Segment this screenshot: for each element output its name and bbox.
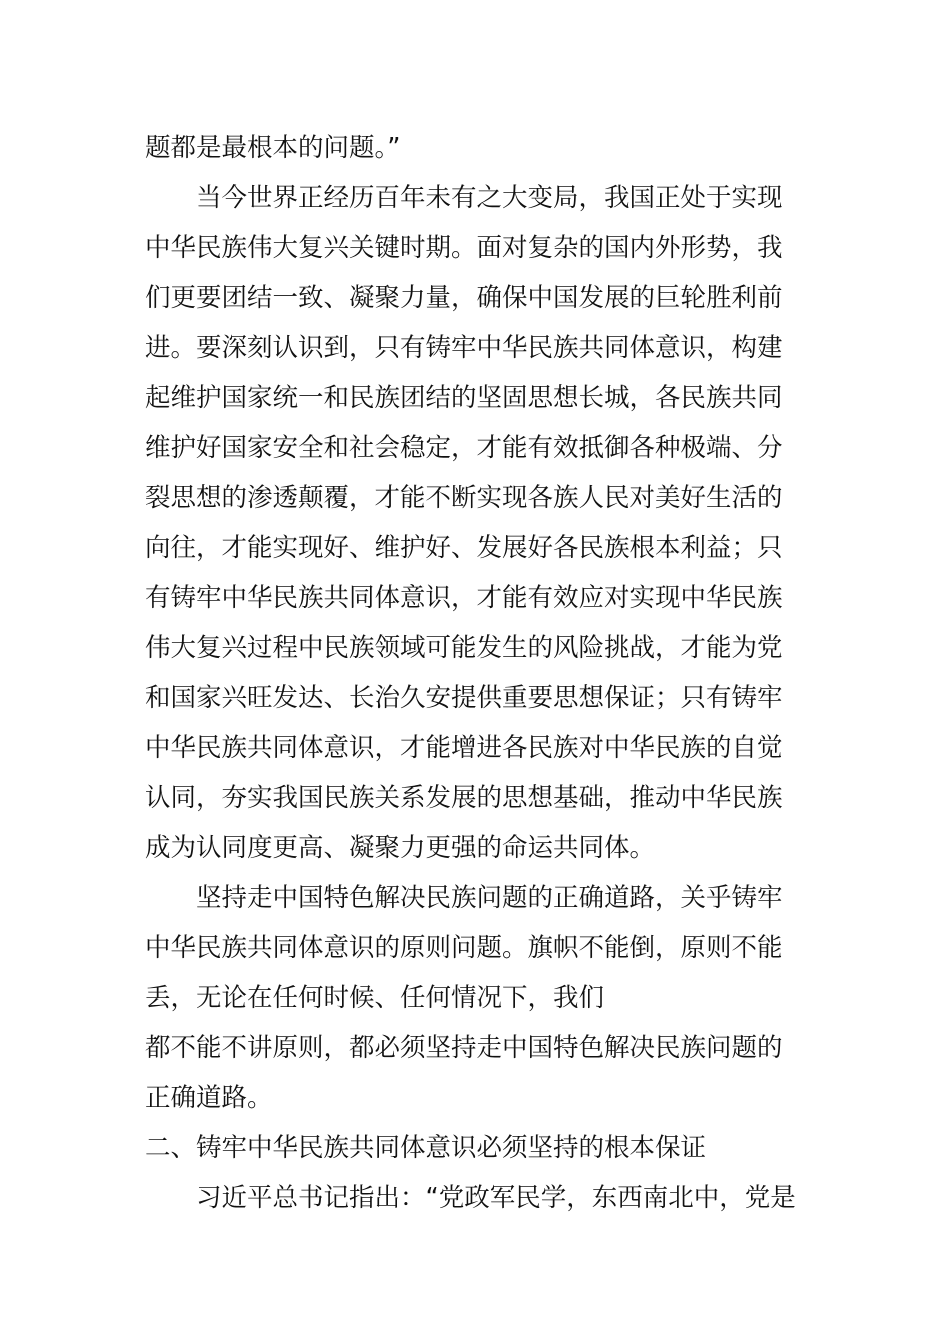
text-line: 向往，才能实现好、维护好、发展好各民族根本利益；只 — [145, 533, 783, 563]
text-line: 认同，夯实我国民族关系发展的思想基础，推动中华民族 — [145, 783, 783, 813]
text-line: 都不能不讲原则，都必须坚持走中国特色解决民族问题的 — [145, 1033, 783, 1063]
text-line: 丢，无论在任何时候、任何情况下，我们 — [145, 983, 605, 1013]
paragraph-start: 当今世界正经历百年未有之大变局，我国正处于实现 — [196, 183, 783, 213]
text-line: 和国家兴旺发达、长治久安提供重要思想保证；只有铸牢 — [145, 683, 783, 713]
text-line: 维护好国家安全和社会稳定，才能有效抵御各种极端、分 — [145, 433, 783, 463]
paragraph-start: 习近平总书记指出：“党政军民学，东西南北中，党是 — [196, 1183, 796, 1213]
text-line: 裂思想的渗透颠覆，才能不断实现各族人民对美好生活的 — [145, 483, 783, 513]
text-line: 成为认同度更高、凝聚力更强的命运共同体。 — [145, 833, 656, 863]
text-line: 中华民族伟大复兴关键时期。面对复杂的国内外形势，我 — [145, 233, 783, 263]
text-line: 们更要团结一致、凝聚力量，确保中国发展的巨轮胜利前 — [145, 283, 783, 313]
text-line: 中华民族共同体意识的原则问题。旗帜不能倒，原则不能 — [145, 933, 783, 963]
text-line: 进。要深刻认识到，只有铸牢中华民族共同体意识，构建 — [145, 333, 783, 363]
text-line: 中华民族共同体意识，才能增进各民族对中华民族的自觉 — [145, 733, 783, 763]
text-line: 起维护国家统一和民族团结的坚固思想长城，各民族共同 — [145, 383, 783, 413]
text-line: 伟大复兴过程中民族领域可能发生的风险挑战，才能为党 — [145, 633, 783, 663]
text-line: 正确道路。 — [145, 1083, 273, 1113]
text-line: 题都是最根本的问题。” — [145, 133, 401, 163]
paragraph-start: 坚持走中国特色解决民族问题的正确道路，关乎铸牢 — [196, 883, 783, 913]
section-heading: 二、铸牢中华民族共同体意识必须坚持的根本保证 — [145, 1133, 707, 1163]
text-line: 有铸牢中华民族共同体意识，才能有效应对实现中华民族 — [145, 583, 783, 613]
